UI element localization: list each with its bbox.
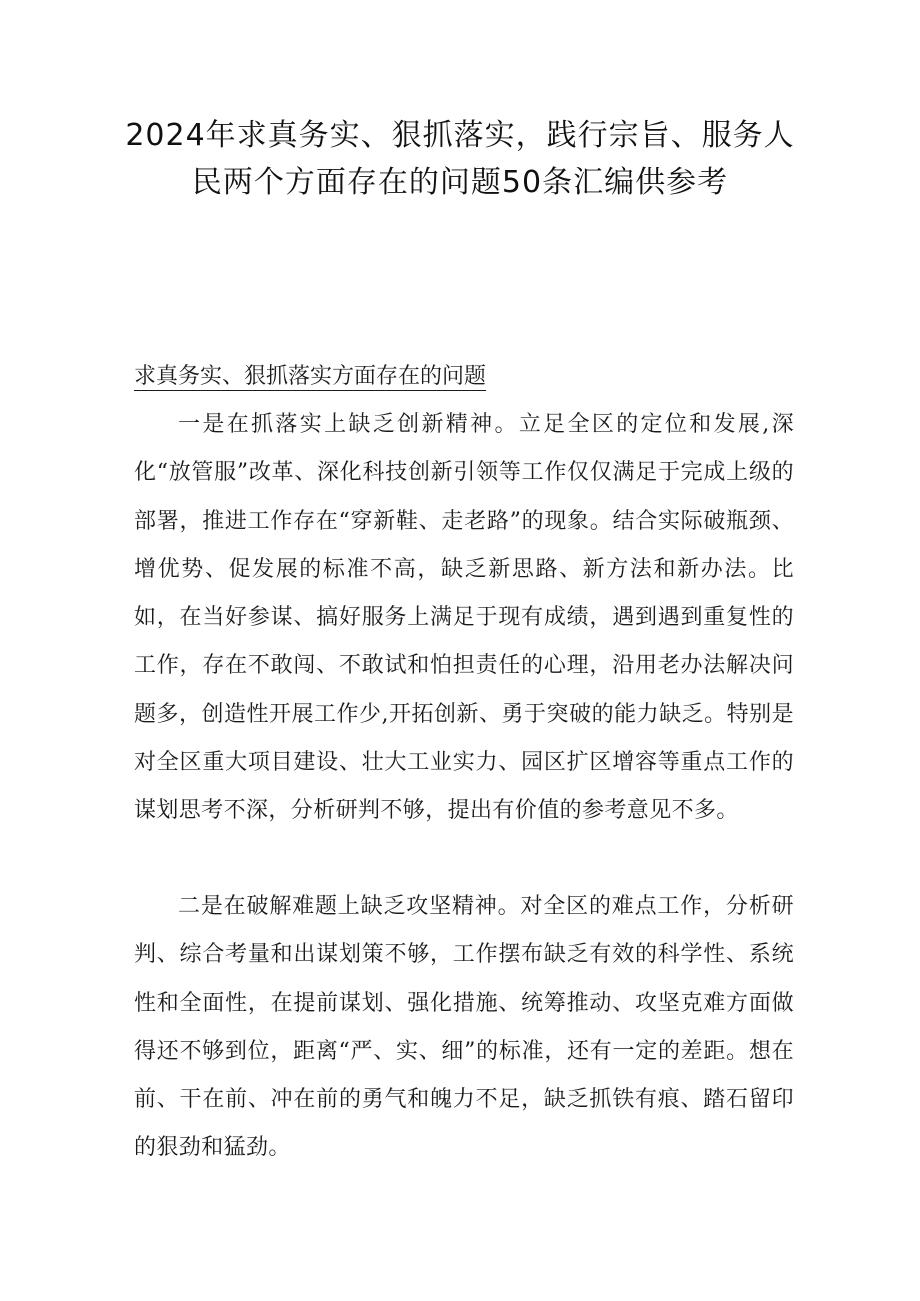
section-heading (134, 358, 794, 396)
section-heading-text: 求真务实、狠抓落实方面存在的问题 (134, 364, 487, 389)
paragraph-2: 二是在破解难题上缺乏攻坚精神。对全区的难点工作，分析研判、综合考量和出谋划策不够，工作摆布缺乏有效的科学性、系统性和全面性，在提前谋划、强化措施、统筹推动、攻坚克难方面做得还不够到位，距离“严、实、细”的标准，还有一定的差距。想在前、干在前、冲在前的勇气和魄力不足，缺乏抓铁有痕、踏石留印的狠劲和猛劲。 (134, 894, 794, 1161)
document-title: 2024年求真务实、狠抓落实，践行宗旨、服务人民两个方面存在的问题50条汇编供参考 (125, 118, 795, 200)
paragraph-1: 一是在抓落实上缺乏创新精神。立足全区的定位和发展,深化“放管服”改革、深化科技创新引领等工作仅仅满足于完成上级的部署，推进工作存在“穿新鞋、走老路”的现象。结合实际破瓶颈、增优势、促发展的标准不高，缺乏新思路、新方法和新办法。比如，在当好参谋、搞好服务上满足于现有成绩，遇到遇到重复性的工作，存在不敢闯、不敢试和怕担责任的心理，沿用老办法解决问题多，创造性开展工作少,开拓创新、勇于突破的能力缺乏。特别是对全区重大项目建设、壮大工业实力、园区扩区增容等重点工作的谋划思考不深，分析研判不够，提出有价值的参考意见不多。 (134, 412, 794, 824)
